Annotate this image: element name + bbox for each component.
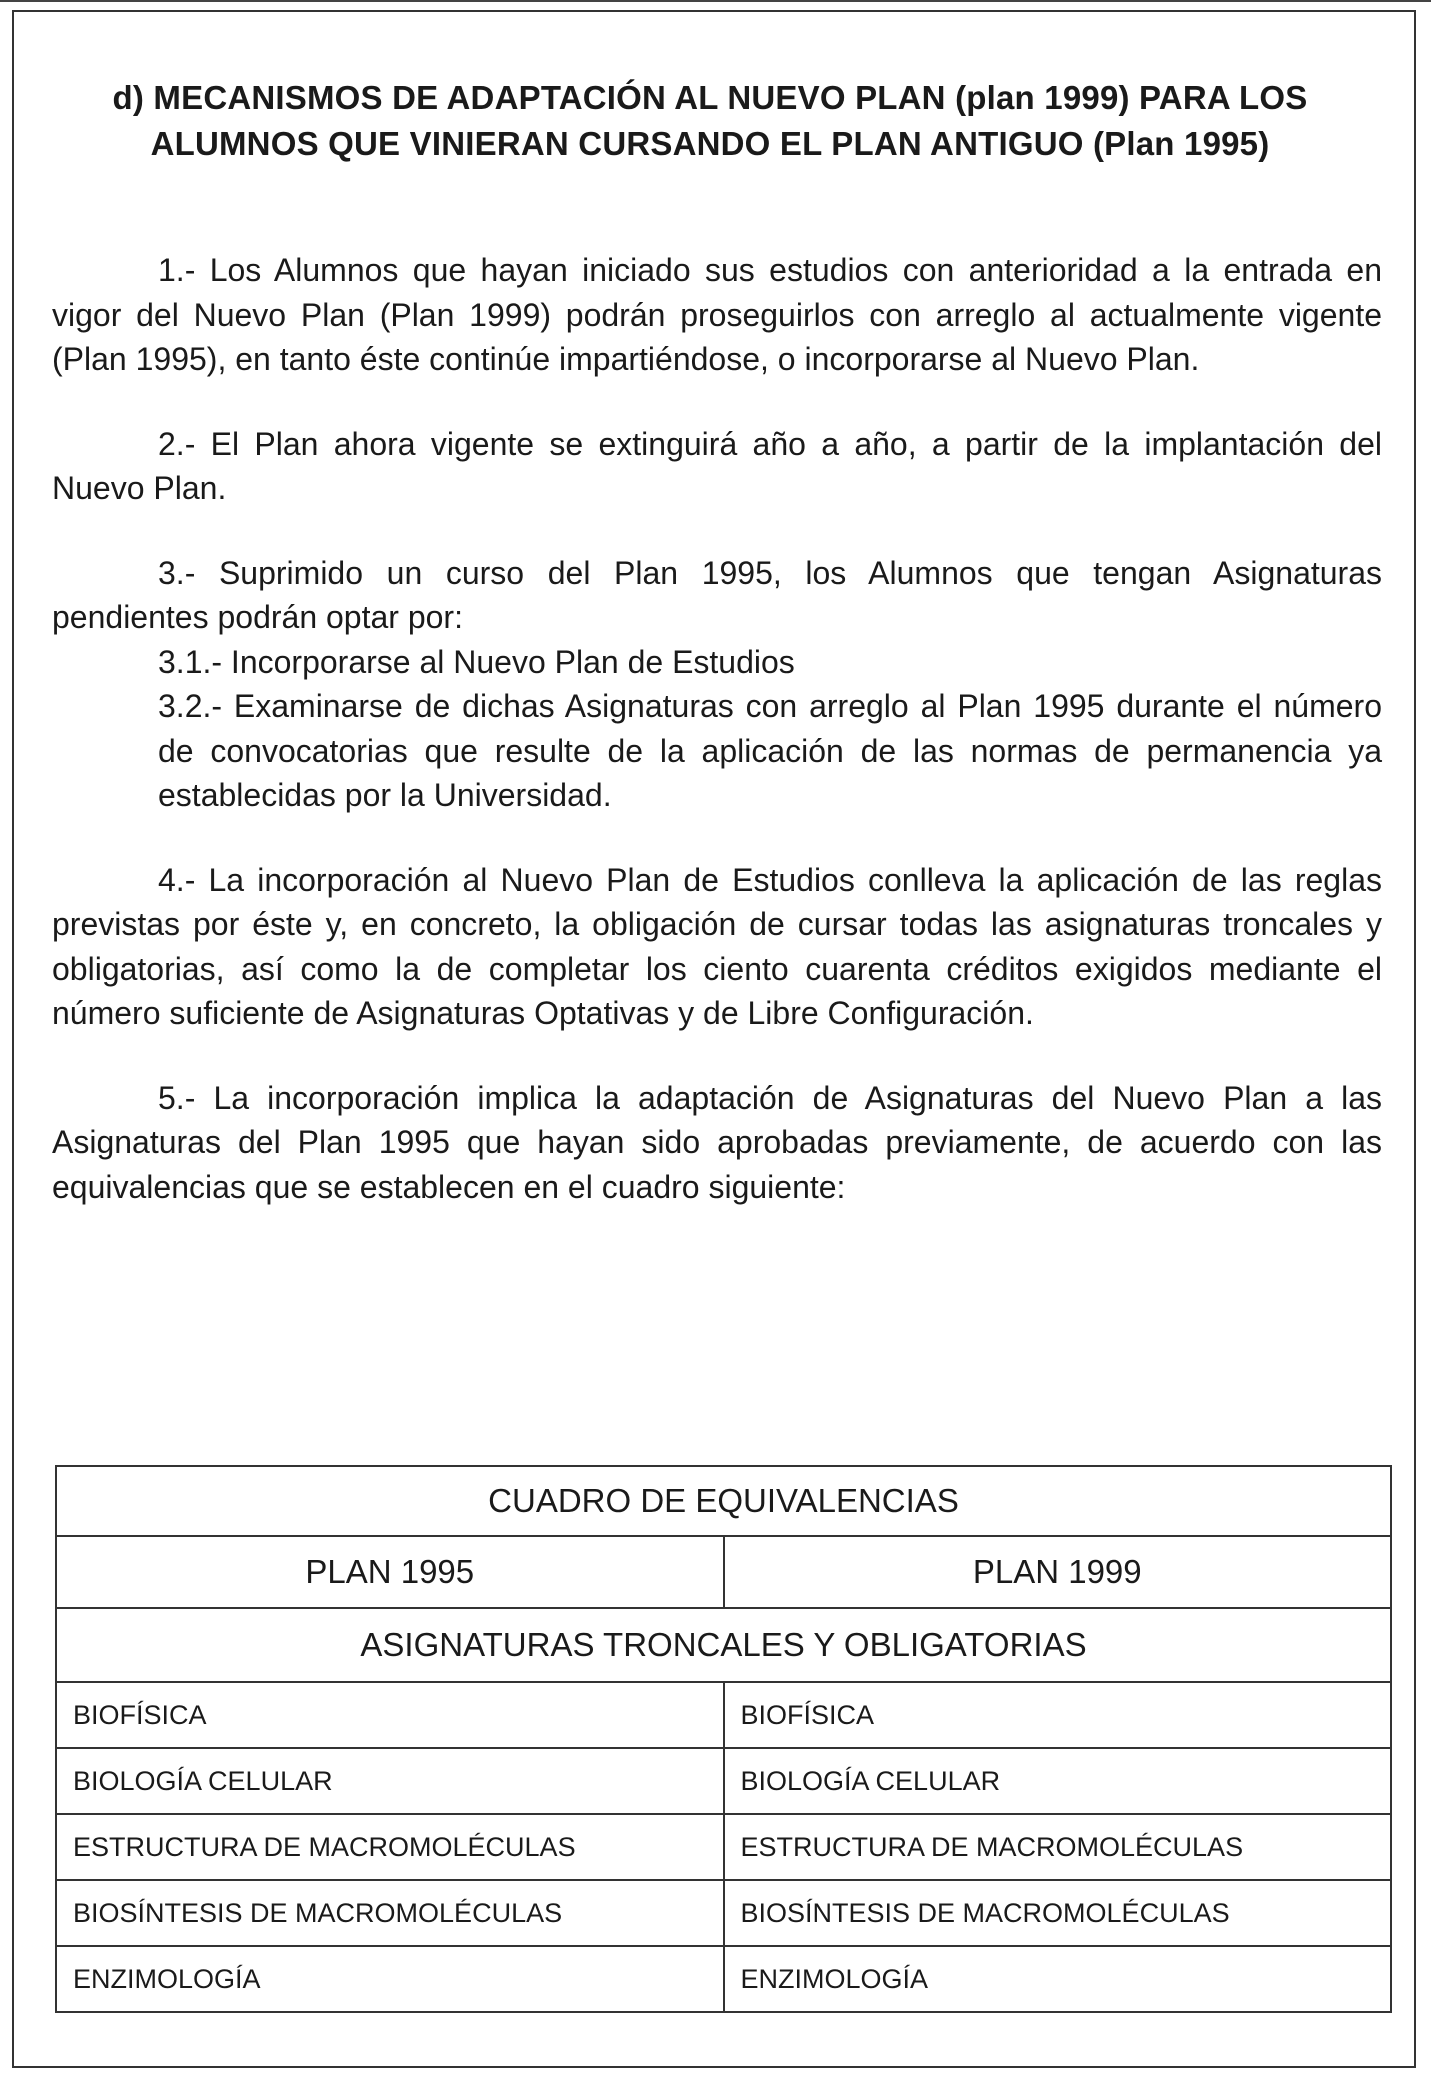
cell-plan-1999: BIOLOGÍA CELULAR bbox=[724, 1748, 1392, 1814]
table-row bbox=[56, 1946, 1391, 2012]
body-text bbox=[52, 248, 1382, 1249]
paragraph-3: 3.- Suprimido un curso del Plan 1995, los Alumnos que tengan Asignaturas pendientes podrán optar por: bbox=[52, 554, 1382, 635]
cell-plan-1999: ESTRUCTURA DE MACROMOLÉCULAS bbox=[724, 1814, 1392, 1880]
cell-plan-1995: ESTRUCTURA DE MACROMOLÉCULAS bbox=[56, 1814, 724, 1880]
table-row bbox=[56, 1748, 1391, 1814]
cell-plan-1999: ENZIMOLOGÍA bbox=[724, 1946, 1392, 2012]
paragraph-3-1: 3.1.- Incorporarse al Nuevo Plan de Estudios bbox=[158, 643, 795, 680]
equivalence-table bbox=[55, 1465, 1392, 2013]
cell-plan-1995: BIOLOGÍA CELULAR bbox=[56, 1748, 724, 1814]
paragraph-1: 1.- Los Alumnos que hayan iniciado sus estudios con anterioridad a la entrada en vigor del Nuevo Plan (Plan 1999) podrán proseguirlos con arreglo al actualmente vigente (Plan 1995), en tanto éste continúe impartiéndose, o incorporarse al Nuevo Plan. bbox=[52, 252, 1382, 377]
cell-plan-1995: BIOFÍSICA bbox=[56, 1682, 724, 1748]
table-row bbox=[56, 1880, 1391, 1946]
paragraph-2: 2.- El Plan ahora vigente se extinguirá año a año, a partir de la implantación del Nuevo Plan. bbox=[52, 425, 1382, 506]
cell-plan-1995: ENZIMOLOGÍA bbox=[56, 1946, 724, 2012]
cell-plan-1995: BIOSÍNTESIS DE MACROMOLÉCULAS bbox=[56, 1880, 724, 1946]
cell-plan-1999: BIOSÍNTESIS DE MACROMOLÉCULAS bbox=[724, 1880, 1392, 1946]
table-row bbox=[56, 1682, 1391, 1748]
paragraph-4: 4.- La incorporación al Nuevo Plan de Estudios conlleva la aplicación de las reglas previstas por éste y, en concreto, la obligación de cursar todas las asignaturas troncales y obligatorias, así como la de completar los ciento cuarenta créditos exigidos mediante el número suficiente de Asignaturas Optativas y de Libre Configuración. bbox=[52, 861, 1382, 1031]
column-header-plan-1995: PLAN 1995 bbox=[56, 1536, 724, 1608]
heading-line-2: ALUMNOS QUE VINIERAN CURSANDO EL PLAN ANTIGUO (Plan 1995) bbox=[150, 125, 1270, 162]
column-header-plan-1999: PLAN 1999 bbox=[724, 1536, 1392, 1608]
paragraph-3-2: 3.2.- Examinarse de dichas Asignaturas con arreglo al Plan 1995 durante el número de convocatorias que resulte de la aplicación de las normas de permanencia ya establecidas por la Universidad. bbox=[158, 688, 1382, 813]
top-border-line bbox=[0, 0, 1431, 2]
table-title: CUADRO DE EQUIVALENCIAS bbox=[56, 1466, 1391, 1536]
table-row bbox=[56, 1814, 1391, 1880]
paragraph-5: 5.- La incorporación implica la adaptación de Asignaturas del Nuevo Plan a las Asignaturas del Plan 1995 que hayan sido aprobadas previamente, de acuerdo con las equivalencias que se establecen en el cuadro siguiente: bbox=[52, 1079, 1382, 1205]
cell-plan-1999: BIOFÍSICA bbox=[724, 1682, 1392, 1748]
section-heading bbox=[60, 75, 1360, 167]
heading-line-1: d) MECANISMOS DE ADAPTACIÓN AL NUEVO PLAN (plan 1999) PARA LOS bbox=[112, 79, 1308, 116]
equivalence-table-wrap bbox=[55, 1465, 1392, 2013]
table-section-header: ASIGNATURAS TRONCALES Y OBLIGATORIAS bbox=[56, 1608, 1391, 1682]
